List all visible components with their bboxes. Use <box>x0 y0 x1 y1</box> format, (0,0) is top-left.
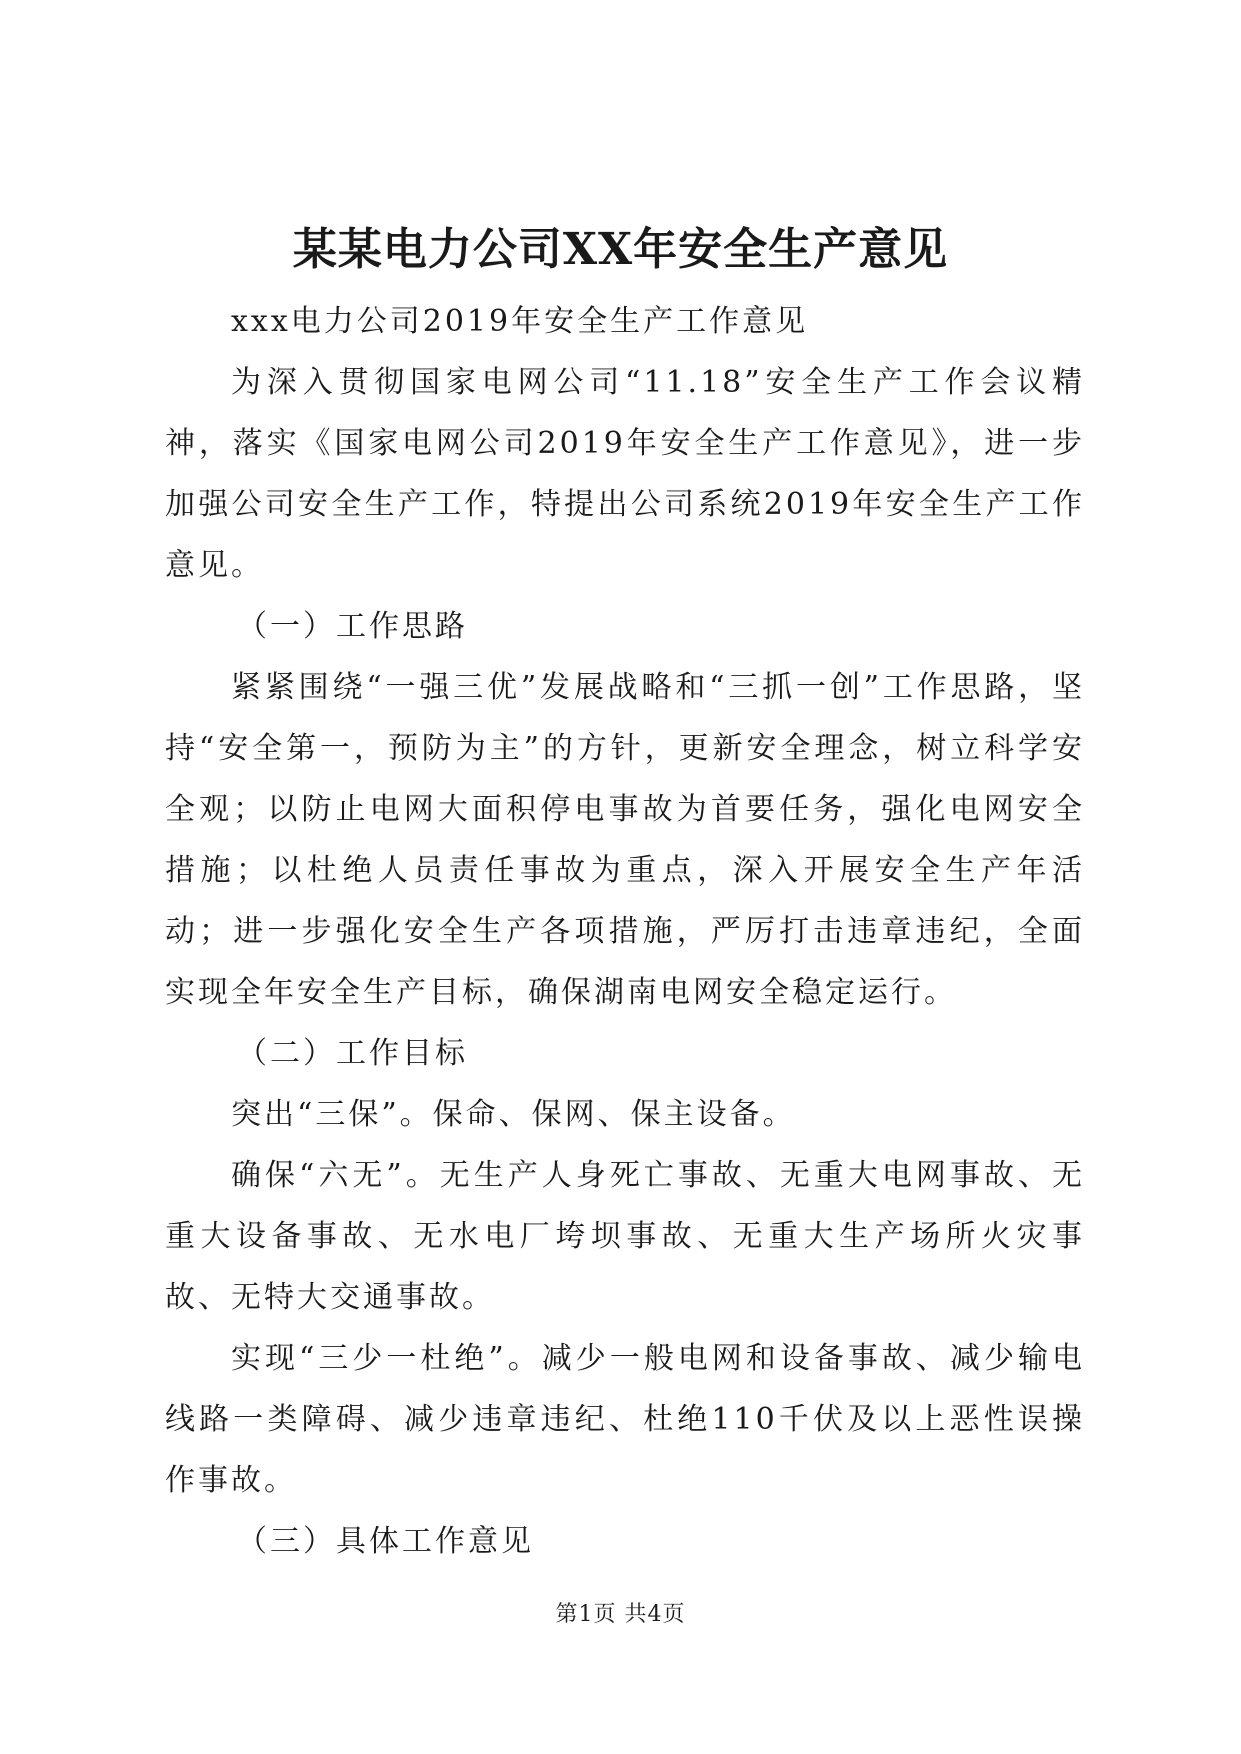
section-heading-3: （三）具体工作意见 <box>237 1524 534 1559</box>
section-heading-2: （二）工作目标 <box>237 1036 468 1071</box>
section-1-paragraph: 紧紧围绕“一强三优”发展战略和“三抓一创”工作思路，坚持“安全第一，预防为主”的方针，更新安全理念，树立科学安全观；以防止电网大面积停电事故为首要任务，强化电网安全措施；以杜绝人员责任事故为重点，深入开展安全生产年活动；进一步强化安全生产各项措施，严厉打击违章违纪，全面实现全年安全生产目标，确保湖南电网安全稳定运行。 <box>165 670 1085 1010</box>
page-number-footer: 第1页 共4页 <box>555 1602 686 1627</box>
goal-paragraph-2: 确保“六无”。无生产人身死亡事故、无重大电网事故、无重大设备事故、无水电厂垮坝事故、无重大生产场所火灾事故、无特大交通事故。 <box>165 1158 1085 1315</box>
document-body <box>165 291 1085 1572</box>
goal-paragraph-3: 实现“三少一杜绝”。减少一般电网和设备事故、减少输电线路一类障碍、减少违章违纪、杜绝110千伏及以上恶性误操作事故。 <box>165 1341 1085 1498</box>
intro-paragraph: 为深入贯彻国家电网公司“11.18”安全生产工作会议精神，落实《国家电网公司2019年安全生产工作意见》，进一步加强公司安全生产工作，特提出公司系统2019年安全生产工作意见。 <box>165 365 1085 583</box>
document-subtitle: xxx电力公司2019年安全生产工作意见 <box>231 304 809 339</box>
section-heading-1: （一）工作思路 <box>237 609 468 644</box>
document-title: 某某电力公司XX年安全生产意见 <box>292 224 949 275</box>
goal-paragraph-1: 突出“三保”。保命、保网、保主设备。 <box>231 1097 796 1132</box>
